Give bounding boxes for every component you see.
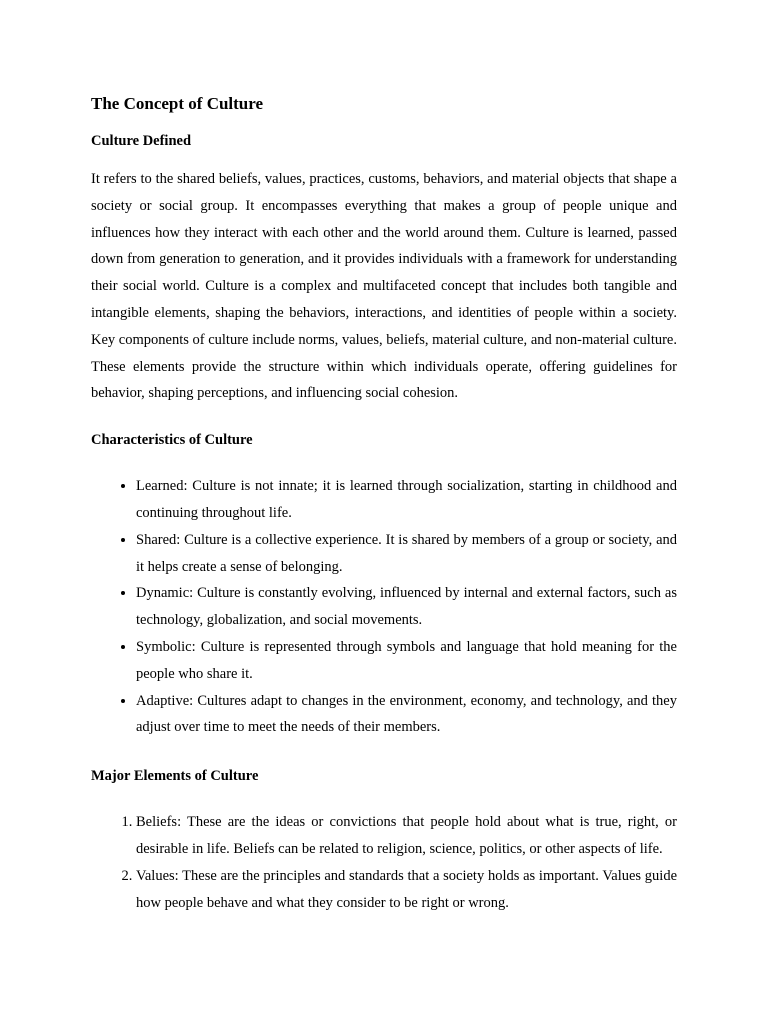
list-item-symbolic: • Symbolic: Culture is represented through symbols and language that hold meaning for the people who share it. <box>136 634 677 688</box>
heading-characteristics: Characteristics of Culture <box>91 432 253 449</box>
list-item-beliefs: 1. Beliefs: These are the ideas or convictions that people hold about what is true, right, or desirable in life. Beliefs can be related to religion, science, politics, or other aspects of life. <box>136 809 677 863</box>
document-page <box>91 90 677 916</box>
elements-list <box>91 809 677 916</box>
heading-culture-defined: Culture Defined <box>91 133 192 149</box>
list-item-shared: • Shared: Culture is a collective experience. It is shared by members of a group or society, and it helps create a sense of belonging. <box>136 527 677 581</box>
list-item-dynamic: • Dynamic: Culture is constantly evolving, influenced by internal and external factors, such as technology, globalization, and social movements. <box>136 580 677 634</box>
characteristics-list <box>91 473 677 741</box>
paragraph-culture-defined: It refers to the shared beliefs, values, practices, customs, behaviors, and material objects that shape a society or social group. It encompasses everything that makes a group of people unique and influences how they interact with each other and the world around them. Culture is learned, passed down from generation to generation, and it provides individuals with a framework for understanding their social world. Culture is a complex and multifaceted concept that includes both tangible and intangible elements, shaping the behaviors, interactions, and identities of people within a society. Key components of culture include norms, values, beliefs, material culture, and non-material culture. These elements provide the structure within which individuals operate, offering guidelines for behavior, shaping perceptions, and influencing social cohesion. <box>91 171 677 402</box>
heading-major-elements: Major Elements of Culture <box>91 768 259 785</box>
document-title: The Concept of Culture <box>91 94 264 113</box>
list-item-values: 2. Values: These are the principles and standards that a society holds as important. Values guide how people behave and what they consider to be right or wrong. <box>136 863 677 917</box>
list-item-adaptive: • Adaptive: Cultures adapt to changes in the environment, economy, and technology, and they adjust over time to meet the needs of their members. <box>136 688 677 742</box>
list-item-learned: • Learned: Culture is not innate; it is learned through socialization, starting in childhood and continuing throughout life. <box>136 473 677 527</box>
